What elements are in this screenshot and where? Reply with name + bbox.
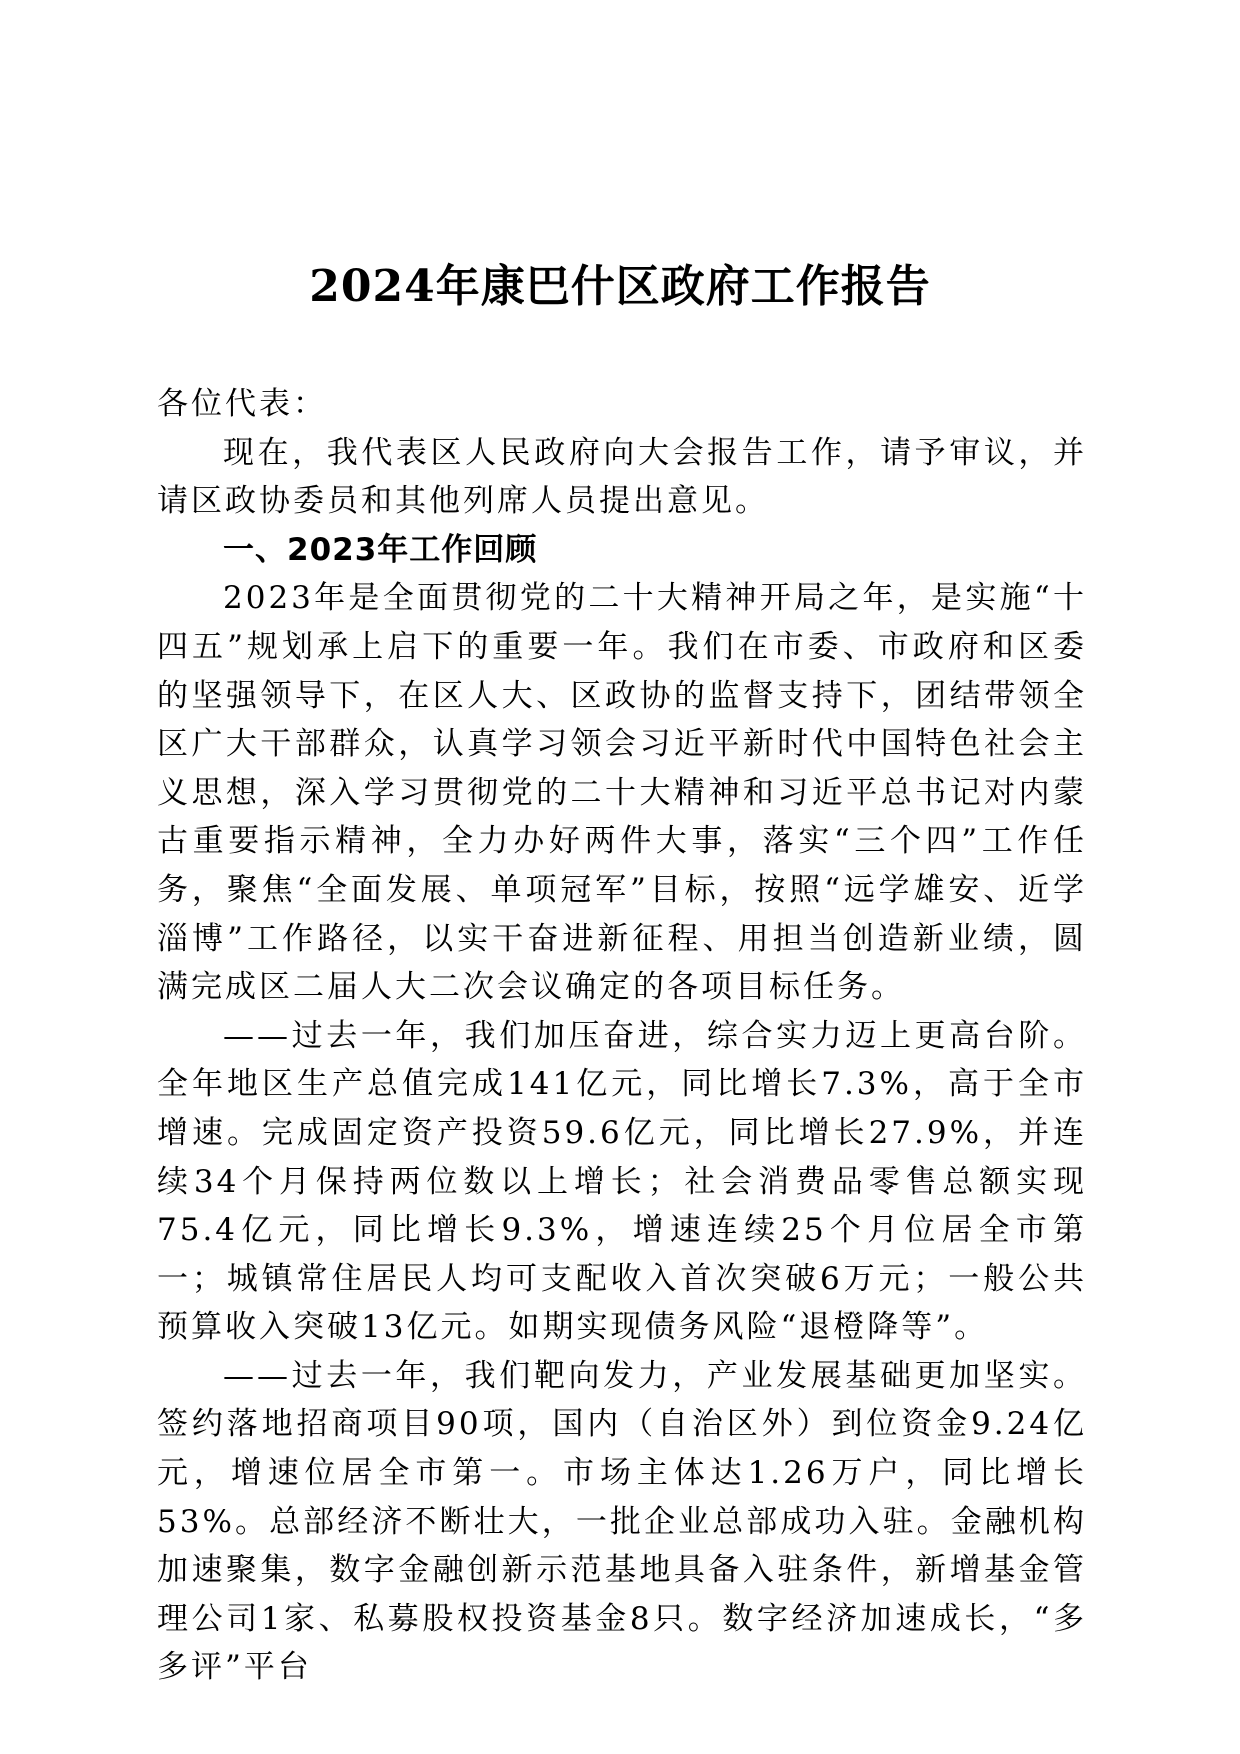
intro-paragraph: 现在，我代表区人民政府向大会报告工作，请予审议，并请区政协委员和其他列席人员提出意见。 — [157, 434, 1087, 520]
document-body — [157, 380, 1087, 1692]
document-title: 2024年康巴什区政府工作报告 — [309, 261, 931, 312]
body-paragraph: ——过去一年，我们加压奋进，综合实力迈上更高台阶。全年地区生产总值完成141亿元，同比增长7.3%，高于全市增速。完成固定资产投资59.6亿元，同比增长27.9%，并连续34个月保持两位数以上增长；社会消费品零售总额实现75.4亿元，同比增长9.3%，增速连续25个月位居全市第一；城镇常住居民人均可支配收入首次突破6万元；一般公共预算收入突破13亿元。如期实现债务风险“退橙降等”。 — [157, 1017, 1087, 1346]
salutation: 各位代表： — [157, 386, 327, 422]
section-heading: 一、2023年工作回顾 — [223, 531, 538, 568]
body-paragraph: 2023年是全面贯彻党的二十大精神开局之年，是实施“十四五”规划承上启下的重要一年。我们在市委、市政府和区委的坚强领导下，在区人大、区政协的监督支持下，团结带领全区广大干部群众，认真学习领会习近平新时代中国特色社会主义思想，深入学习贯彻党的二十大精神和习近平总书记对内蒙古重要指示精神，全力办好两件大事，落实“三个四”工作任务，聚焦“全面发展、单项冠军”目标，按照“远学雄安、近学淄博”工作路径，以实干奋进新征程、用担当创造新业绩，圆满完成区二届人大二次会议确定的各项目标任务。 — [157, 580, 1087, 1006]
body-paragraph: ——过去一年，我们靶向发力，产业发展基础更加坚实。签约落地招商项目90项，国内（自治区外）到位资金9.24亿元，增速位居全市第一。市场主体达1.26万户，同比增长53%。总部经济不断壮大，一批企业总部成功入驻。金融机构加速聚集，数字金融创新示范基地具备入驻条件，新增基金管理公司1家、私募股权投资基金8只。数字经济加速成长，“多多评”平台 — [157, 1357, 1087, 1686]
